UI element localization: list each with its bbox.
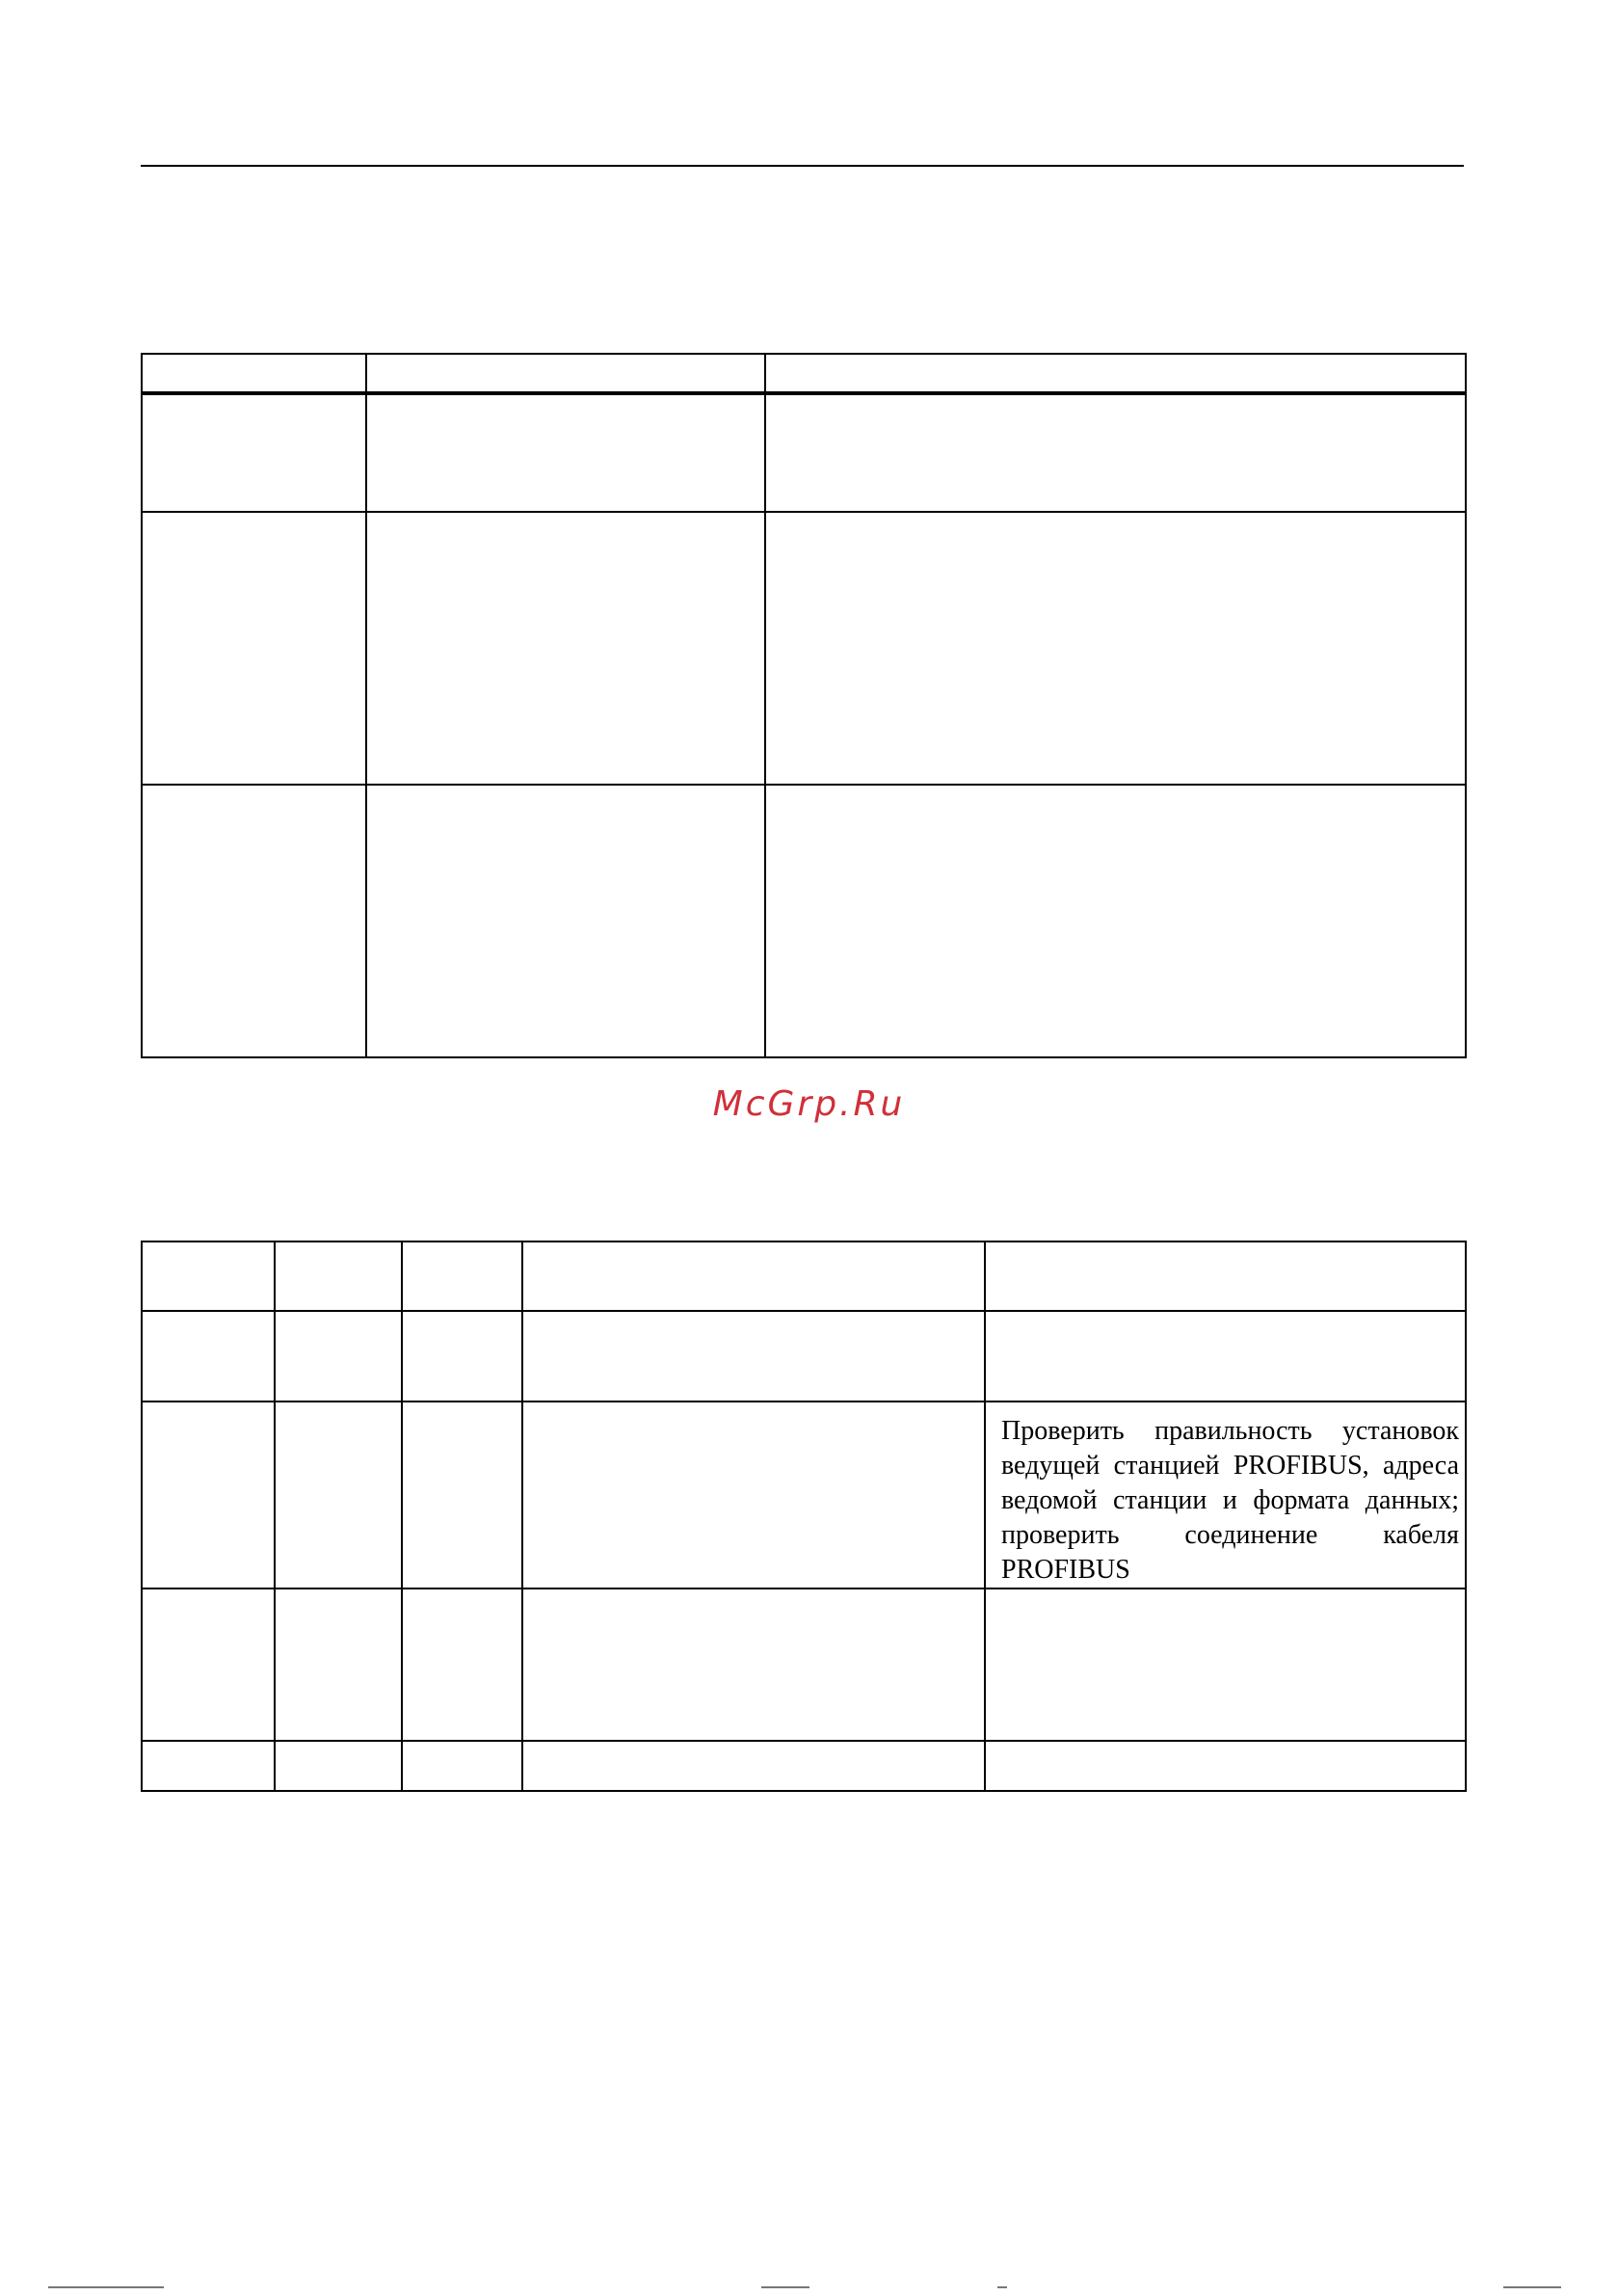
table-cell bbox=[402, 1311, 522, 1402]
table-1-header-row bbox=[142, 354, 1466, 393]
table-cell bbox=[402, 1741, 522, 1791]
table-cell bbox=[402, 1402, 522, 1589]
table-2-header-cell bbox=[142, 1241, 275, 1311]
table-2-header-cell bbox=[275, 1241, 402, 1311]
remedy-note-line: проверить соединение кабеля bbox=[1001, 1520, 1459, 1550]
table-cell bbox=[275, 1741, 402, 1791]
table-cell bbox=[142, 785, 366, 1057]
watermark: McGrp.Ru bbox=[712, 1084, 906, 1124]
table-cell bbox=[142, 1311, 275, 1402]
remedy-note-line: Проверить правильность установок bbox=[1001, 1416, 1459, 1446]
table-cell bbox=[366, 393, 765, 512]
table-row bbox=[142, 1741, 1466, 1791]
table-2-header-cell bbox=[402, 1241, 522, 1311]
remedy-note-line: ведущей станцией PROFIBUS, адреса bbox=[1001, 1451, 1459, 1481]
table-cell bbox=[765, 393, 1466, 512]
table-2-header-row bbox=[142, 1241, 1466, 1311]
table-cell bbox=[402, 1589, 522, 1741]
table-1-header-cell bbox=[366, 354, 765, 393]
table-cell bbox=[985, 1589, 1466, 1741]
table-row bbox=[142, 1311, 1466, 1402]
table-row bbox=[142, 512, 1466, 785]
remedy-note-cell bbox=[985, 1402, 1466, 1589]
table-row bbox=[142, 1402, 1466, 1589]
table-cell bbox=[275, 1589, 402, 1741]
table-cell bbox=[275, 1311, 402, 1402]
table-cell bbox=[366, 512, 765, 785]
table-cell bbox=[275, 1402, 402, 1589]
table-1 bbox=[141, 353, 1467, 1058]
table-cell bbox=[142, 1741, 275, 1791]
table-2 bbox=[141, 1241, 1467, 1792]
table-cell bbox=[142, 512, 366, 785]
table-cell bbox=[522, 1402, 985, 1589]
table-2-header-cell bbox=[985, 1241, 1466, 1311]
table-1-header-cell bbox=[765, 354, 1466, 393]
table-row bbox=[142, 393, 1466, 512]
table-row bbox=[142, 785, 1466, 1057]
table-2-header-cell bbox=[522, 1241, 985, 1311]
remedy-note-line: ведомой станции и формата данных; bbox=[1001, 1485, 1459, 1515]
table-cell bbox=[765, 512, 1466, 785]
page-bottom-marks bbox=[0, 2286, 1618, 2290]
table-cell bbox=[142, 1402, 275, 1589]
header-rule bbox=[141, 165, 1464, 167]
table-row bbox=[142, 1589, 1466, 1741]
table-1-header-cell bbox=[142, 354, 366, 393]
table-cell bbox=[522, 1589, 985, 1741]
table-cell bbox=[765, 785, 1466, 1057]
table-cell bbox=[142, 393, 366, 512]
table-cell bbox=[366, 785, 765, 1057]
table-cell bbox=[142, 1589, 275, 1741]
table-cell bbox=[985, 1741, 1466, 1791]
table-cell bbox=[985, 1311, 1466, 1402]
remedy-note-line: PROFIBUS bbox=[1001, 1555, 1130, 1585]
table-cell bbox=[522, 1741, 985, 1791]
table-cell bbox=[522, 1311, 985, 1402]
